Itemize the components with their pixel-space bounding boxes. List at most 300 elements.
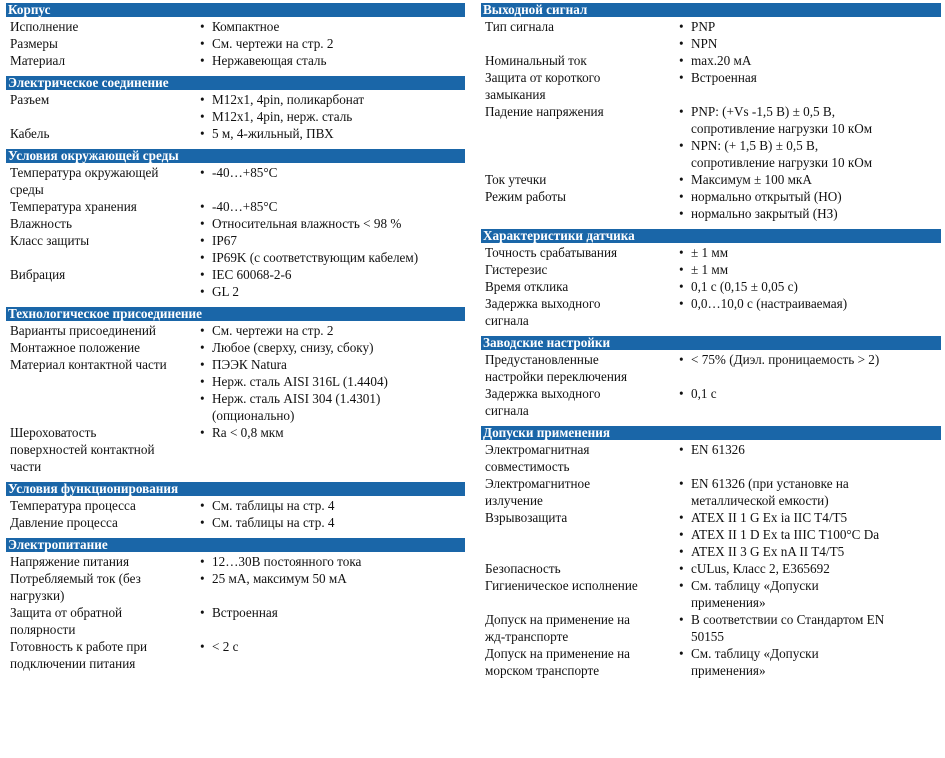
spec-row	[481, 69, 941, 103]
spec-row	[6, 18, 465, 35]
spec-values	[679, 351, 941, 368]
bullet-icon: •	[200, 498, 205, 513]
spec-value-line: Встроенная	[212, 605, 278, 620]
spec-label-line: Шероховатость	[10, 425, 97, 440]
spec-value-text	[212, 283, 465, 300]
spec-label	[481, 261, 679, 278]
spec-value-line: ATEX II 3 G Ex nA II T4/T5	[691, 544, 845, 559]
spec-value-line: Компактное	[212, 19, 280, 34]
spec-values	[679, 244, 941, 261]
section-header: Условия окружающей среды	[6, 149, 465, 163]
spec-value	[679, 171, 941, 188]
spec-row	[481, 188, 941, 222]
spec-label	[6, 497, 200, 514]
spec-value-line: В соответствии со Стандартом EN	[691, 612, 885, 627]
spec-value-text	[691, 526, 941, 543]
spec-value	[679, 278, 941, 295]
spec-value	[679, 543, 941, 560]
bullet-icon: •	[200, 357, 205, 372]
spec-section	[6, 3, 465, 69]
spec-value-line: ATEX II 1 G Ex ia IIC T4/T5	[691, 510, 848, 525]
spec-value	[200, 164, 465, 181]
section-header: Электрическое соединение	[6, 76, 465, 90]
bullet-icon: •	[200, 571, 205, 586]
bullet-icon: •	[679, 172, 684, 187]
bullet-icon: •	[679, 138, 684, 153]
section-header: Допуски применения	[481, 426, 941, 440]
bullet-icon: •	[200, 199, 205, 214]
spec-row	[481, 611, 941, 645]
spec-value-line: max.20 мА	[691, 53, 752, 68]
bullet-icon: •	[200, 267, 205, 282]
bullet-icon: •	[200, 554, 205, 569]
spec-values	[679, 103, 941, 171]
bullet-icon: •	[200, 605, 205, 620]
spec-label-line: Материал контактной части	[10, 357, 167, 372]
spec-values	[679, 278, 941, 295]
spec-label-line: Падение напряжения	[485, 104, 604, 119]
spec-values	[200, 125, 465, 142]
spec-value	[679, 645, 941, 679]
spec-value-text	[691, 261, 941, 278]
spec-value-text	[212, 232, 465, 249]
spec-value-line: сопротивление нагрузки 10 кОм	[691, 155, 873, 170]
spec-label-line: жд-транспорте	[485, 629, 569, 644]
spec-row	[481, 351, 941, 385]
bullet-icon: •	[200, 109, 205, 124]
spec-label-line: Электромагнитное	[485, 476, 591, 491]
spec-row	[6, 266, 465, 300]
spec-values	[200, 322, 465, 339]
spec-value	[200, 215, 465, 232]
spec-label	[481, 577, 679, 594]
spec-row	[481, 261, 941, 278]
spec-value-text	[212, 198, 465, 215]
spec-row	[6, 553, 465, 570]
spec-label-line: полярности	[10, 622, 76, 637]
spec-value-text	[212, 514, 465, 531]
spec-label	[481, 69, 679, 103]
spec-label-line: Тип сигнала	[485, 19, 554, 34]
spec-section	[6, 482, 465, 531]
spec-label	[481, 103, 679, 120]
spec-label	[6, 570, 200, 604]
bullet-icon: •	[200, 53, 205, 68]
spec-value-line: ATEX II 1 D Ex ta IIIC T100°C Da	[691, 527, 880, 542]
spec-value-text	[212, 18, 465, 35]
spec-label-line: Потребляемый ток (без	[10, 571, 141, 586]
spec-label-line: Допуск на применение на	[485, 646, 630, 661]
spec-row	[481, 278, 941, 295]
spec-value	[679, 385, 941, 402]
spec-row	[481, 295, 941, 329]
spec-value-text	[691, 103, 941, 137]
spec-label-line: Электромагнитная	[485, 442, 590, 457]
section-header: Выходной сигнал	[481, 3, 941, 17]
spec-label-line: Допуск на применение на	[485, 612, 630, 627]
spec-row	[6, 91, 465, 125]
spec-value-line: сопротивление нагрузки 10 кОм	[691, 121, 873, 136]
spec-value	[679, 295, 941, 312]
spec-value-line: 0,1 с (0,15 ± 0,05 с)	[691, 279, 798, 294]
spec-value-line: < 2 с	[212, 639, 239, 654]
spec-label	[481, 611, 679, 645]
spec-value-text	[212, 215, 465, 232]
spec-value-line: 0,0…10,0 с (настраиваемая)	[691, 296, 848, 311]
spec-value-text	[691, 188, 941, 205]
spec-row	[6, 497, 465, 514]
spec-row	[6, 356, 465, 424]
spec-label	[6, 266, 200, 283]
spec-label	[6, 514, 200, 531]
spec-row	[481, 560, 941, 577]
spec-value	[200, 356, 465, 373]
bullet-icon: •	[200, 284, 205, 299]
spec-label-line: Исполнение	[10, 19, 79, 34]
spec-value	[200, 283, 465, 300]
spec-value	[200, 266, 465, 283]
spec-value-line: < 75% (Диэл. проницаемость > 2)	[691, 352, 880, 367]
spec-value-line: PNP	[691, 19, 716, 34]
bullet-icon: •	[679, 189, 684, 204]
bullet-icon: •	[679, 386, 684, 401]
bullet-icon: •	[679, 36, 684, 51]
spec-value	[679, 577, 941, 611]
spec-values	[200, 570, 465, 587]
section-header: Заводские настройки	[481, 336, 941, 350]
spec-value-line: См. таблицы на стр. 4	[212, 515, 335, 530]
spec-label-line: Вибрация	[10, 267, 66, 282]
spec-value	[200, 322, 465, 339]
spec-value-line: применения»	[691, 663, 766, 678]
spec-value-line: EN 61326	[691, 442, 745, 457]
spec-row	[6, 638, 465, 672]
spec-section	[6, 307, 465, 475]
spec-value-line: Относительная влажность < 98 %	[212, 216, 402, 231]
spec-value-line: 5 м, 4-жильный, ПВХ	[212, 126, 334, 141]
spec-value-line: применения»	[691, 595, 766, 610]
spec-label-line: нагрузки)	[10, 588, 65, 603]
spec-value-text	[212, 52, 465, 69]
spec-label	[481, 385, 679, 419]
spec-value	[679, 69, 941, 86]
spec-value	[679, 52, 941, 69]
spec-value	[679, 526, 941, 543]
spec-value-text	[212, 424, 465, 441]
spec-label-line: части	[10, 459, 42, 474]
spec-values	[679, 261, 941, 278]
spec-label-line: среды	[10, 182, 44, 197]
spec-label-line: Гистерезис	[485, 262, 548, 277]
spec-value-line: IP67	[212, 233, 237, 248]
section-header: Условия функционирования	[6, 482, 465, 496]
spec-value	[200, 339, 465, 356]
spec-values	[200, 266, 465, 300]
spec-row	[6, 604, 465, 638]
spec-value	[200, 198, 465, 215]
spec-row	[481, 645, 941, 679]
spec-values	[200, 198, 465, 215]
spec-value	[679, 188, 941, 205]
spec-label	[6, 604, 200, 638]
spec-value	[200, 570, 465, 587]
spec-label	[6, 322, 200, 339]
spec-value	[200, 514, 465, 531]
spec-label	[481, 441, 679, 475]
spec-label	[6, 52, 200, 69]
spec-label-line: Взрывозащита	[485, 510, 568, 525]
spec-value-text	[691, 351, 941, 368]
spec-value-line: Любое (сверху, снизу, сбоку)	[212, 340, 374, 355]
spec-value-text	[212, 339, 465, 356]
spec-label-line: Задержка выходного	[485, 386, 601, 401]
spec-value	[200, 18, 465, 35]
spec-value-line: -40…+85°C	[212, 165, 278, 180]
spec-value-line: 25 мА, максимум 50 мА	[212, 571, 347, 586]
spec-values	[679, 52, 941, 69]
spec-values	[679, 560, 941, 577]
spec-row	[6, 215, 465, 232]
spec-label-line: замыкания	[485, 87, 546, 102]
spec-value-text	[691, 560, 941, 577]
bullet-icon: •	[200, 216, 205, 231]
spec-values	[200, 356, 465, 424]
spec-values	[200, 553, 465, 570]
spec-value	[679, 103, 941, 137]
spec-label-line: Время отклика	[485, 279, 569, 294]
spec-value-line: Нерж. сталь AISI 304 (1.4301)	[212, 391, 381, 406]
spec-value-line: 12…30В постоянного тока	[212, 554, 362, 569]
spec-values	[679, 611, 941, 645]
bullet-icon: •	[679, 70, 684, 85]
spec-value-line: ± 1 мм	[691, 262, 729, 277]
spec-label	[6, 553, 200, 570]
spec-value	[200, 249, 465, 266]
spec-value-line: IEC 60068-2-6	[212, 267, 292, 282]
spec-value	[679, 509, 941, 526]
spec-section	[6, 538, 465, 672]
spec-label	[6, 35, 200, 52]
spec-label	[481, 295, 679, 329]
spec-values	[679, 295, 941, 312]
spec-label	[6, 91, 200, 108]
spec-value-line: NPN: (+ 1,5 В) ± 0,5 В,	[691, 138, 819, 153]
spec-values	[679, 171, 941, 188]
bullet-icon: •	[200, 425, 205, 440]
spec-value-text	[691, 18, 941, 35]
spec-value	[200, 497, 465, 514]
spec-label-line: Разъем	[10, 92, 50, 107]
spec-label-line: сигнала	[485, 403, 529, 418]
spec-label-line: Давление процесса	[10, 515, 118, 530]
spec-value-line: См. таблицу «Допуски	[691, 578, 819, 593]
spec-label-line: поверхностей контактной	[10, 442, 155, 457]
spec-value-text	[212, 356, 465, 373]
spec-row	[6, 322, 465, 339]
spec-value-text	[212, 570, 465, 587]
spec-values	[200, 604, 465, 621]
spec-values	[679, 475, 941, 509]
spec-value-line: cULus, Класс 2, E365692	[691, 561, 830, 576]
spec-value-line: (опционально)	[212, 408, 295, 423]
spec-label	[6, 424, 200, 475]
spec-value-text	[212, 249, 465, 266]
spec-label-line: Защита от короткого	[485, 70, 601, 85]
section-header: Электропитание	[6, 538, 465, 552]
spec-value	[200, 390, 465, 424]
spec-value-line: См. таблицу «Допуски	[691, 646, 819, 661]
spec-label	[6, 164, 200, 198]
spec-label	[481, 351, 679, 385]
spec-row	[481, 103, 941, 171]
spec-value-line: металлической емкости)	[691, 493, 829, 508]
spec-value-line: нормально закрытый (НЗ)	[691, 206, 838, 221]
spec-values	[679, 69, 941, 86]
spec-row	[481, 509, 941, 560]
spec-label	[481, 475, 679, 509]
spec-value	[679, 475, 941, 509]
spec-values	[200, 35, 465, 52]
spec-label	[481, 52, 679, 69]
spec-row	[481, 441, 941, 475]
spec-label	[481, 188, 679, 205]
spec-label	[481, 509, 679, 526]
spec-values	[679, 645, 941, 679]
bullet-icon: •	[679, 245, 684, 260]
spec-section	[481, 336, 941, 419]
bullet-icon: •	[679, 296, 684, 311]
spec-label-line: совместимость	[485, 459, 570, 474]
spec-label	[6, 356, 200, 373]
spec-label-line: Предустановленные	[485, 352, 599, 367]
spec-label	[481, 171, 679, 188]
spec-row	[481, 577, 941, 611]
bullet-icon: •	[200, 515, 205, 530]
spec-values	[200, 497, 465, 514]
spec-label	[481, 645, 679, 679]
spec-label-line: Гигиеническое исполнение	[485, 578, 638, 593]
bullet-icon: •	[679, 646, 684, 661]
spec-label-line: Номинальный ток	[485, 53, 587, 68]
spec-value-line: Нерж. сталь AISI 316L (1.4404)	[212, 374, 388, 389]
spec-value	[679, 560, 941, 577]
spec-value	[200, 424, 465, 441]
bullet-icon: •	[200, 126, 205, 141]
spec-value-text	[691, 611, 941, 645]
spec-value	[200, 373, 465, 390]
bullet-icon: •	[679, 19, 684, 34]
bullet-icon: •	[200, 250, 205, 265]
bullet-icon: •	[679, 352, 684, 367]
bullet-icon: •	[679, 527, 684, 542]
bullet-icon: •	[679, 206, 684, 221]
spec-value-text	[691, 645, 941, 679]
bullet-icon: •	[679, 476, 684, 491]
spec-value-line: ± 1 мм	[691, 245, 729, 260]
spec-label	[6, 125, 200, 142]
spec-label-line: Задержка выходного	[485, 296, 601, 311]
spec-label-line: Размеры	[10, 36, 58, 51]
spec-value-line: См. чертежи на стр. 2	[212, 36, 334, 51]
spec-value	[200, 35, 465, 52]
spec-value-line: См. таблицы на стр. 4	[212, 498, 335, 513]
bullet-icon: •	[200, 323, 205, 338]
spec-label-line: Монтажное положение	[10, 340, 140, 355]
spec-label	[6, 232, 200, 249]
bullet-icon: •	[200, 340, 205, 355]
spec-label	[6, 339, 200, 356]
spec-value-text	[691, 35, 941, 52]
spec-value-line: M12x1, 4pin, нерж. сталь	[212, 109, 353, 124]
spec-label	[6, 215, 200, 232]
spec-label	[481, 18, 679, 35]
spec-value-text	[212, 497, 465, 514]
spec-value-text	[691, 137, 941, 171]
left-column	[6, 3, 465, 679]
spec-value-text	[691, 543, 941, 560]
spec-value-text	[691, 205, 941, 222]
spec-label-line: Точность срабатывания	[485, 245, 618, 260]
spec-value	[200, 108, 465, 125]
section-header: Характеристики датчика	[481, 229, 941, 243]
spec-values	[679, 385, 941, 402]
spec-row	[6, 35, 465, 52]
spec-value-text	[212, 604, 465, 621]
spec-values	[200, 215, 465, 232]
spec-value-text	[691, 475, 941, 509]
bullet-icon: •	[679, 262, 684, 277]
spec-row	[6, 125, 465, 142]
spec-value	[679, 244, 941, 261]
spec-row	[6, 514, 465, 531]
bullet-icon: •	[679, 104, 684, 119]
spec-value-text	[691, 244, 941, 261]
spec-value-line: IP69K (с соответствующим кабелем)	[212, 250, 419, 265]
spec-value	[200, 638, 465, 655]
spec-values	[200, 514, 465, 531]
spec-values	[679, 577, 941, 611]
spec-value-line: NPN	[691, 36, 718, 51]
bullet-icon: •	[679, 53, 684, 68]
bullet-icon: •	[679, 544, 684, 559]
spec-value-line: GL 2	[212, 284, 239, 299]
spec-values	[200, 52, 465, 69]
bullet-icon: •	[200, 165, 205, 180]
bullet-icon: •	[200, 36, 205, 51]
spec-value-text	[691, 295, 941, 312]
spec-row	[6, 52, 465, 69]
spec-values	[200, 424, 465, 441]
spec-value	[679, 261, 941, 278]
bullet-icon: •	[200, 391, 205, 406]
spec-section	[6, 76, 465, 142]
spec-section	[481, 3, 941, 222]
spec-value-line: Нержавеющая сталь	[212, 53, 327, 68]
spec-value-text	[212, 35, 465, 52]
bullet-icon: •	[200, 233, 205, 248]
spec-row	[481, 171, 941, 188]
spec-label-line: морском транспорте	[485, 663, 600, 678]
spec-row	[6, 339, 465, 356]
spec-values	[200, 638, 465, 655]
spec-value-line: нормально открытый (НО)	[691, 189, 842, 204]
spec-label-line: настройки переключения	[485, 369, 628, 384]
spec-value-text	[691, 385, 941, 402]
spec-value-text	[212, 322, 465, 339]
spec-value	[679, 35, 941, 52]
spec-value-text	[691, 509, 941, 526]
spec-value	[679, 137, 941, 171]
